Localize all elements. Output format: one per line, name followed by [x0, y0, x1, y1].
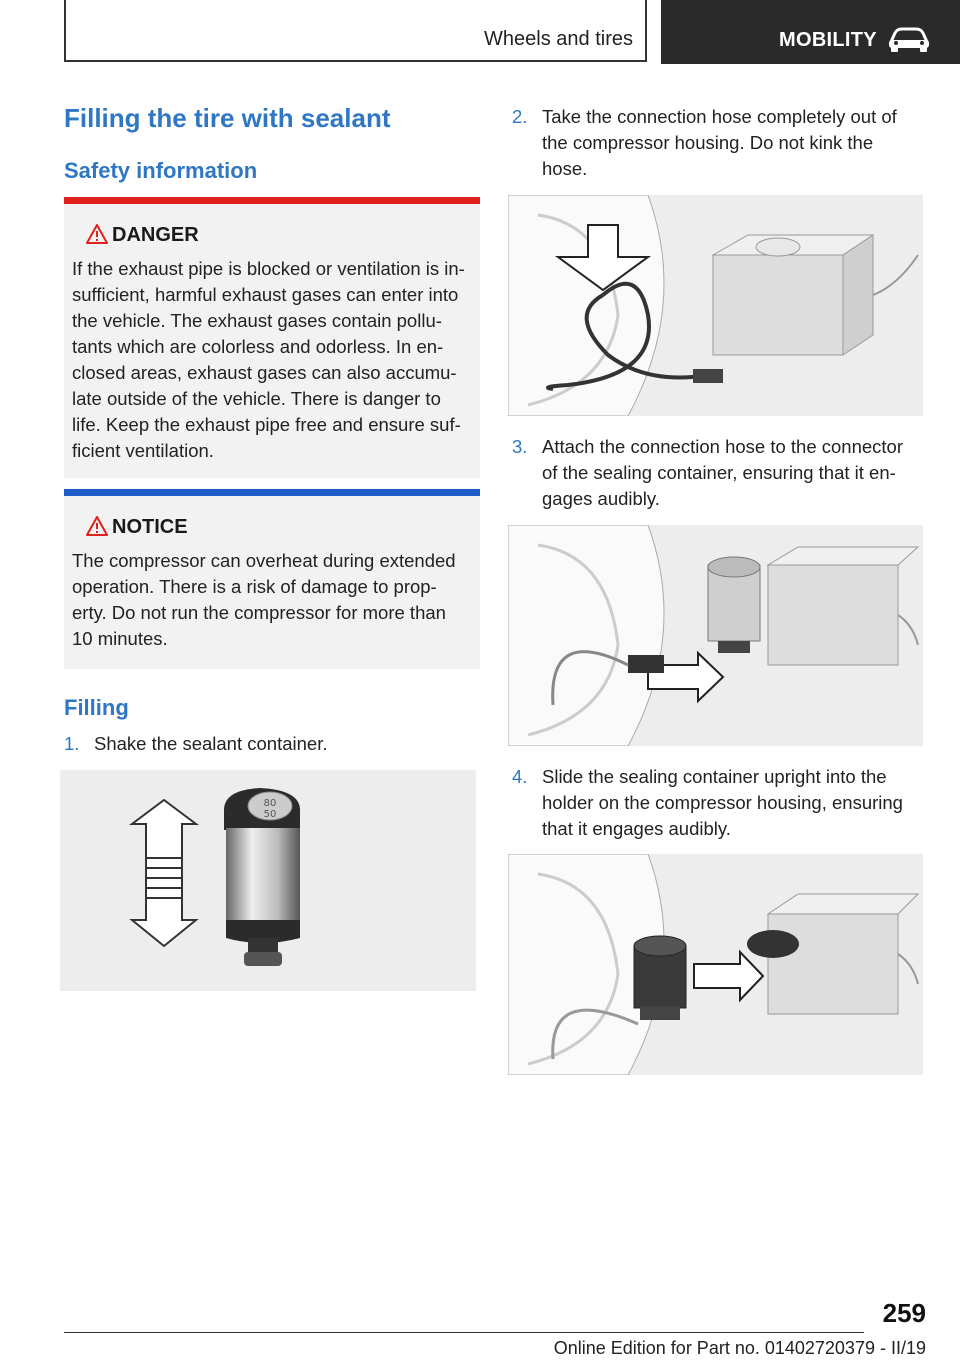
step-text-line: Take the connection hose completely out of [542, 106, 897, 127]
container-label-top: 80 [263, 798, 277, 809]
step-4 [512, 764, 928, 842]
header-section-title: Wheels and tires [484, 28, 633, 50]
filling-heading: Filling [64, 695, 129, 720]
insert-container-illustration [508, 854, 923, 1075]
notice-heading [72, 516, 472, 540]
step-text-line: holder on the compressor housing, ensuring [542, 792, 903, 813]
footer-divider [64, 1332, 864, 1333]
shake-container-illustration [60, 770, 476, 991]
page-header [0, 0, 960, 66]
step-text-line: that it engages audibly. [542, 818, 731, 839]
header-chapter-title: MOBILITY [779, 29, 877, 51]
step-3 [512, 434, 928, 512]
container-label-bottom: 50 [263, 809, 277, 820]
step-2 [512, 104, 928, 182]
notice-box [64, 489, 480, 669]
danger-line: closed areas, exhaust gases can also accumu- [72, 362, 457, 383]
notice-line: operation. There is a risk of damage to prop- [72, 576, 437, 597]
notice-line: erty. Do not run the compressor for more than [72, 602, 446, 623]
header-chapter-tab [661, 0, 960, 64]
step-number: 1. [64, 733, 80, 754]
attach-hose-illustration [508, 525, 923, 746]
connection-hose-illustration [508, 195, 923, 416]
step-text: Shake the sealant container. [94, 733, 328, 754]
figure-attach-hose [508, 525, 923, 746]
danger-line: tants which are colorless and odorless. In en- [72, 336, 444, 357]
step-text-line: of the sealing container, ensuring that it en- [542, 462, 896, 483]
danger-label: DANGER [112, 224, 199, 246]
step-number: 4. [512, 766, 528, 787]
step-text-line: Slide the sealing container upright into the [542, 766, 887, 787]
step-text-line: hose. [542, 158, 588, 179]
step-text-line: Attach the connection hose to the connector [542, 436, 903, 457]
safety-heading: Safety information [64, 158, 258, 183]
notice-label: NOTICE [112, 516, 188, 538]
danger-line: If the exhaust pipe is blocked or ventilation is in- [72, 258, 465, 279]
notice-text [72, 548, 472, 652]
danger-line: life. Keep the exhaust pipe free and ensure suf- [72, 414, 461, 435]
danger-heading [72, 224, 472, 248]
figure-shake-container [60, 770, 476, 991]
page-title: Filling the tire with sealant [64, 103, 391, 133]
danger-line: ficient ventilation. [72, 440, 214, 461]
warning-triangle-icon [86, 224, 108, 244]
figure-connection-hose [508, 195, 923, 416]
step-number: 2. [512, 106, 528, 127]
danger-text [72, 256, 472, 464]
figure-insert-container [508, 854, 923, 1075]
danger-line: late outside of the vehicle. There is danger to [72, 388, 441, 409]
header-section-tab [64, 0, 647, 62]
step-number: 3. [512, 436, 528, 457]
warning-triangle-icon [86, 516, 108, 536]
step-1 [64, 731, 480, 757]
car-icon [887, 26, 931, 52]
step-text-line: the compressor housing. Do not kink the [542, 132, 874, 153]
page-number: 259 [882, 1298, 926, 1328]
danger-box [64, 197, 480, 478]
danger-line: sufficient, harmful exhaust gases can enter into [72, 284, 459, 305]
step-text-line: gages audibly. [542, 488, 660, 509]
notice-line: The compressor can overheat during extended [72, 550, 456, 571]
footer-edition: Online Edition for Part no. 01402720379 - II/19 [553, 1338, 926, 1358]
danger-line: the vehicle. The exhaust gases contain pollu- [72, 310, 442, 331]
notice-line: 10 minutes. [72, 628, 168, 649]
